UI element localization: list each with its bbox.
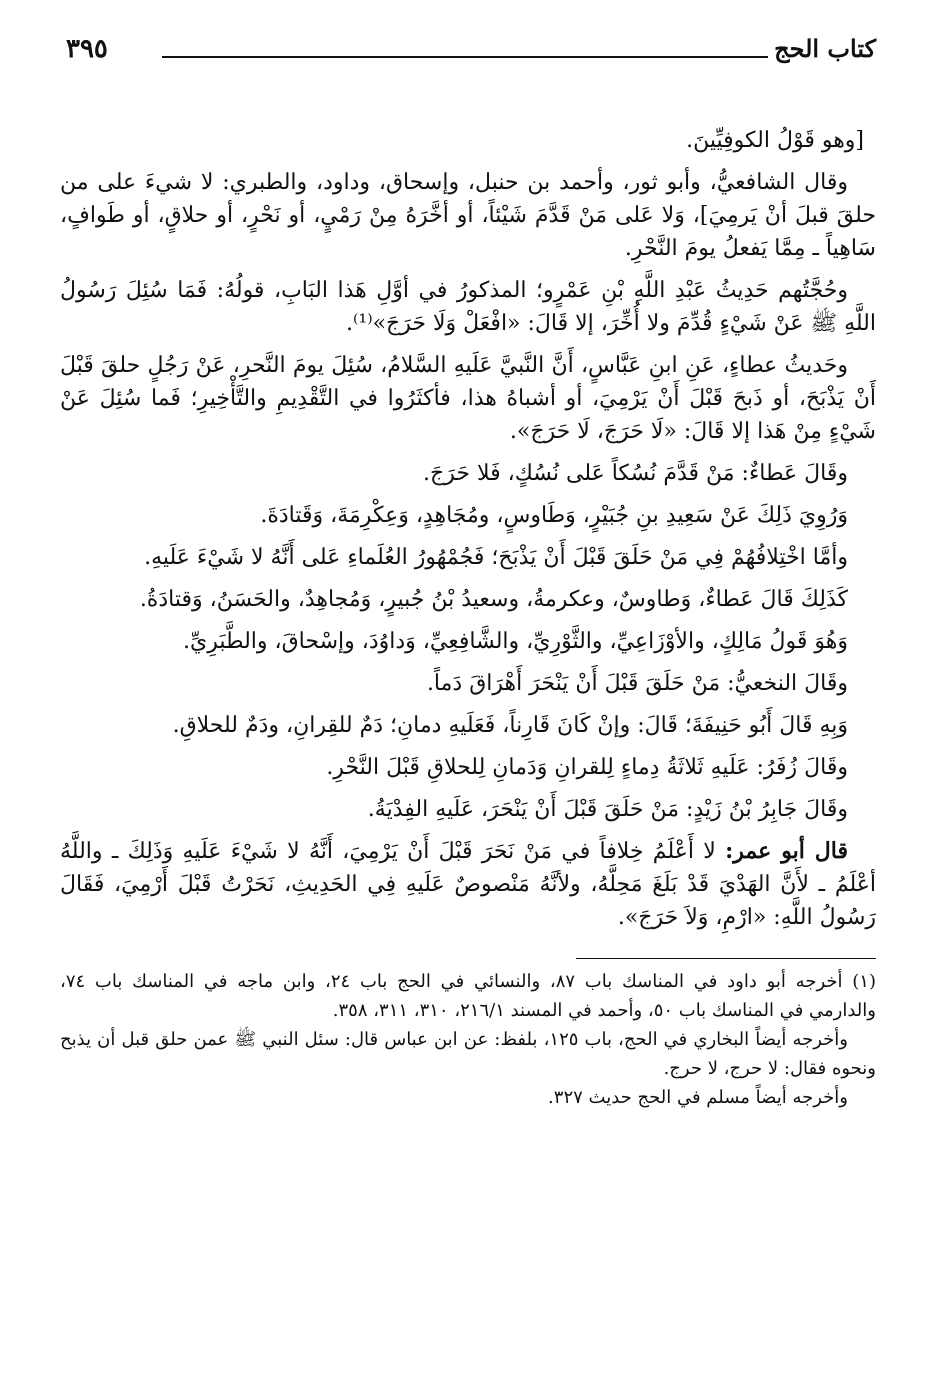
speaker-label: قال أبو عمر: xyxy=(725,838,848,864)
paragraph: وقال الشافعيُّ، وأبو ثور، وأحمد بن حنبل، وإسحاق، وداود، والطبري: لا شيءَ على من حلقَ قبلَ أنْ يَرمِيَ]، وَلا عَلى مَنْ قَدَّمَ شَيْئاً، أو أخَّرَهُ مِنْ رَمْيٍ، أو نَحْرٍ، أو حلاقٍ، أو طَوافٍ، سَاهِياً ـ مِمَّا يَفعلُ يومَ النَّحْرِ. xyxy=(60,170,876,261)
paragraph: وحَديثُ عطاءٍ، عَنِ ابنِ عَبَّاسٍ، أَنَّ النَّبيَّ عَلَيهِ السَّلامُ، سُئِلَ يومَ النَّحرِ، عَنْ رَجُلٍ حلقَ قَبْلَ أَنْ يَذْبَحَ، أو ذَبحَ قَبْلَ أَنْ يَرْمِيَ، أو أشباهُ هذا، فأكثَرُوا في التَّقْدِيمِ والتَّأْخِيرِ؛ فَما سُئِلَ عَنْ شَيْءٍ مِنْ هَذا إلا قَالَ: «لَا حَرَجَ، لَا حَرَجَ». xyxy=(60,353,876,444)
footnotes xyxy=(60,967,876,1112)
paragraph: وأمَّا اخْتِلافُهُمْ فِي مَنْ حَلَقَ قَبْلَ أَنْ يَذْبَحَ؛ فَجُمْهُورُ العُلَماءِ عَلى أَنَّهُ لا شَيْءَ عَلَيهِ. xyxy=(144,545,848,570)
paragraph xyxy=(60,835,876,934)
paragraph: وَهُوَ قَولُ مَالِكٍ، والأوْزَاعِيِّ، والثَّوْرِيِّ، والشَّافِعِيِّ، وَداوُدَ، وإسْحاقَ، والطَّبَرِيِّ. xyxy=(183,629,848,654)
paragraph: وقَالَ النخعيُّ: مَنْ حَلَقَ قَبْلَ أَنْ يَنْحَرَ أَهْرَاقَ دَماً. xyxy=(426,671,848,696)
paragraph: [وهو قَوْلُ الكوفِيِّينَ. xyxy=(686,128,864,153)
page-header xyxy=(60,28,876,68)
main-text xyxy=(60,124,876,934)
footnote-rule xyxy=(576,958,876,959)
paragraph: وقَالَ زُفَرُ: عَلَيهِ ثَلاثَةُ دِماءٍ لِلقرانِ وَدَمانِ لِلحلاقِ قَبْلَ النَّحْرِ. xyxy=(326,755,848,780)
footnote: وأخرجه أيضاً مسلم في الحج حديث ٣٢٧. xyxy=(548,1087,848,1108)
page-number: ٣٩٥ xyxy=(66,34,108,64)
header-rule xyxy=(162,56,768,58)
paragraph: كَذَلِكَ قَالَ عَطاءٌ، وَطاوسٌ، وعكرمةُ، وسعيدُ بْنُ جُبيرٍ، وَمُجاهِدٌ، والحَسَنُ، وَقتادَةُ. xyxy=(139,587,848,612)
paragraph: وقَالَ عَطاءٌ: مَنْ قَدَّمَ نُسُكاً عَلى نُسُكٍ، فَلا حَرَجَ. xyxy=(423,461,848,486)
paragraph: وقَالَ جَابِرُ بْنُ زَيْدٍ: مَنْ حَلَقَ قَبْلَ أَنْ يَنْحَرَ، عَلَيهِ الفِدْيَةُ. xyxy=(367,797,848,822)
book-page xyxy=(60,28,876,1112)
paragraph-text: لا أَعْلَمُ خِلافاً في مَنْ نَحَرَ قَبْلَ أَنْ يَرْمِيَ، أَنَّهُ لا شَيْءَ عَلَيهِ وَذَلِكَ ـ واللَّهُ أعْلَمُ ـ لأَنَّ الهَدْيَ قَدْ بَلَغَ مَحِلَّهُ، ولأنَّهُ مَنْصوصٌ عَلَيهِ فِي الحَدِيثِ، نَحَرْتُ قَبْلَ أَرْمِيَ، فَقَالَ رَسُولُ اللَّهِ: «ارْمِ، وَلاَ حَرَجَ». xyxy=(60,839,876,930)
paragraph: وَبِهِ قَالَ أَبُو حَنِيفَةَ؛ قَالَ: وإنْ كَانَ قَارِناً، فَعَلَيهِ دمانِ؛ دَمٌ للقِرانِ، ودَمٌ للحلاقِ. xyxy=(172,713,848,738)
footnote: (١) أخرجه أبو داود في المناسك باب ٨٧، والنسائي في الحج باب ٢٤، وابن ماجه في المناسك باب ٧٤، والدارمي في المناسك باب ٥٠، وأحمد في المسند ٢١٦/١، ٣١٠، ٣١١، ٣٥٨. xyxy=(60,971,876,1021)
paragraph: وَرُوِيَ ذَلِكَ عَنْ سَعِيدِ بنِ جُبَيْرٍ، وَطَاوسٍ، ومُجَاهِدٍ، وَعِكْرِمَةَ، وَقَتادَةَ. xyxy=(260,503,848,528)
book-title: كتاب الحج xyxy=(774,34,876,63)
footnote: وأخرجه أيضاً البخاري في الحج، باب ١٢٥، بلفظ: عن ابن عباس قال: سئل النبي ﷺ عمن حلق قبل أن يذبح ونحوه فقال: لا حرج، لا حرج. xyxy=(60,1029,876,1079)
paragraph: وحُجَّتُهم حَدِيثُ عَبْدِ اللَّهِ بْنِ عَمْرٍو؛ المذكورُ في أوَّلِ هَذا البَابِ، قولُهُ: فَمَا سُئِلَ رَسُولُ اللَّهِ ﷺ عَنْ شَيْءٍ قُدِّمَ ولا أُخِّرَ، إلا قَالَ: «افْعَلْ وَلَا حَرَجَ»⁽¹⁾. xyxy=(60,278,876,336)
